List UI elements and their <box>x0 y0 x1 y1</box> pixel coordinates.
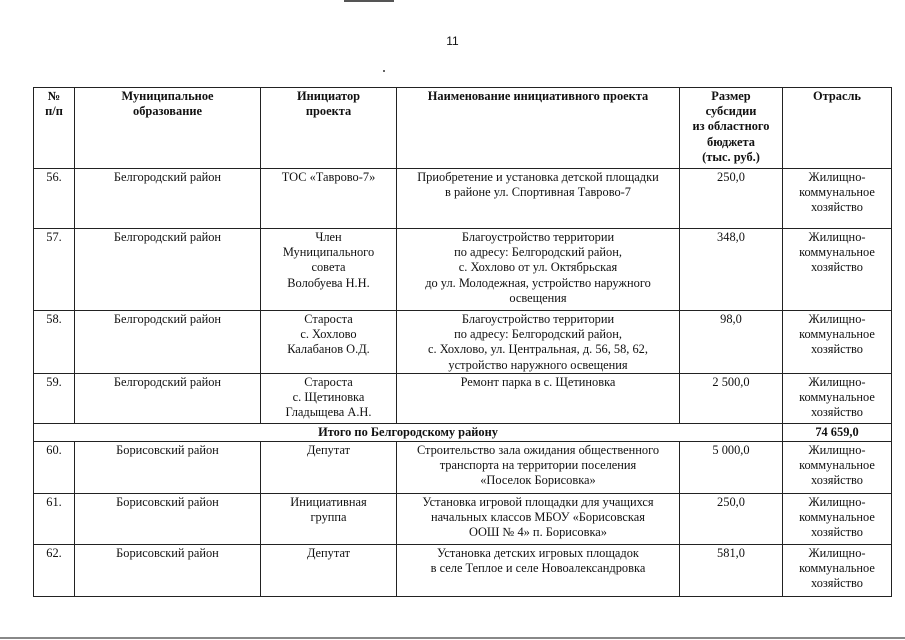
row-subsidy: 250,0 <box>680 169 783 229</box>
table-row <box>34 442 892 494</box>
row-project: Благоустройство территории по адресу: Белгородский район, с. Хохлово от ул. Октябрьская до ул. Молодежная, устройство наружного освещения <box>397 229 680 311</box>
row-initiator: Депутат <box>261 442 397 494</box>
row-municipality: Борисовский район <box>75 442 261 494</box>
row-municipality: Борисовский район <box>75 494 261 545</box>
scan-speck <box>383 70 385 72</box>
header-initiator: Инициатор проекта <box>261 88 397 169</box>
row-industry: Жилищно- коммунальное хозяйство <box>783 229 892 311</box>
row-industry: Жилищно- коммунальное хозяйство <box>783 169 892 229</box>
table-header-row <box>34 88 892 169</box>
row-municipality: Борисовский район <box>75 545 261 597</box>
total-label: Итого по Белгородскому району <box>34 424 783 442</box>
row-num: 62. <box>34 545 75 597</box>
row-num: 57. <box>34 229 75 311</box>
total-row <box>34 424 892 442</box>
row-project: Благоустройство территории по адресу: Белгородский район, с. Хохлово, ул. Центральная, д. 56, 58, 62, устройство наружного освещения <box>397 311 680 374</box>
row-industry: Жилищно- коммунальное хозяйство <box>783 311 892 374</box>
row-initiator: Член Муниципального совета Волобуева Н.Н. <box>261 229 397 311</box>
row-subsidy: 5 000,0 <box>680 442 783 494</box>
table-row <box>34 169 892 229</box>
header-industry: Отрасль <box>783 88 892 169</box>
row-subsidy: 98,0 <box>680 311 783 374</box>
row-subsidy: 250,0 <box>680 494 783 545</box>
row-project: Установка детских игровых площадок в селе Теплое и селе Новоалександровка <box>397 545 680 597</box>
header-project: Наименование инициативного проекта <box>397 88 680 169</box>
scan-bottom-edge <box>0 637 905 639</box>
row-subsidy: 581,0 <box>680 545 783 597</box>
subsidy-table <box>33 87 892 597</box>
row-initiator: Инициативная группа <box>261 494 397 545</box>
page-number: 11 <box>446 34 459 48</box>
header-municipality: Муниципальное образование <box>75 88 261 169</box>
row-industry: Жилищно- коммунальное хозяйство <box>783 442 892 494</box>
row-project: Установка игровой площадки для учащихся начальных классов МБОУ «Борисовская ООШ № 4» п. Борисовка» <box>397 494 680 545</box>
table-row <box>34 545 892 597</box>
row-municipality: Белгородский район <box>75 169 261 229</box>
row-num: 58. <box>34 311 75 374</box>
row-initiator: ТОС «Таврово-7» <box>261 169 397 229</box>
row-project: Строительство зала ожидания общественного транспорта на территории поселения «Поселок Борисовка» <box>397 442 680 494</box>
row-municipality: Белгородский район <box>75 311 261 374</box>
row-num: 56. <box>34 169 75 229</box>
table-row <box>34 494 892 545</box>
row-municipality: Белгородский район <box>75 229 261 311</box>
header-num: № п/п <box>34 88 75 169</box>
row-project: Ремонт парка в с. Щетиновка <box>397 374 680 424</box>
row-industry: Жилищно- коммунальное хозяйство <box>783 545 892 597</box>
row-num: 60. <box>34 442 75 494</box>
table-row <box>34 374 892 424</box>
row-num: 61. <box>34 494 75 545</box>
row-initiator: Староста с. Хохлово Калабанов О.Д. <box>261 311 397 374</box>
header-subsidy: Размер субсидии из областного бюджета (тыс. руб.) <box>680 88 783 169</box>
row-subsidy: 2 500,0 <box>680 374 783 424</box>
row-initiator: Староста с. Щетиновка Гладыщева А.Н. <box>261 374 397 424</box>
row-project: Приобретение и установка детской площадки в районе ул. Спортивная Таврово-7 <box>397 169 680 229</box>
row-subsidy: 348,0 <box>680 229 783 311</box>
row-num: 59. <box>34 374 75 424</box>
table-row <box>34 229 892 311</box>
total-value: 74 659,0 <box>783 424 892 442</box>
row-initiator: Депутат <box>261 545 397 597</box>
row-industry: Жилищно- коммунальное хозяйство <box>783 374 892 424</box>
row-municipality: Белгородский район <box>75 374 261 424</box>
table-row <box>34 311 892 374</box>
row-industry: Жилищно- коммунальное хозяйство <box>783 494 892 545</box>
scan-top-mark <box>344 0 394 2</box>
